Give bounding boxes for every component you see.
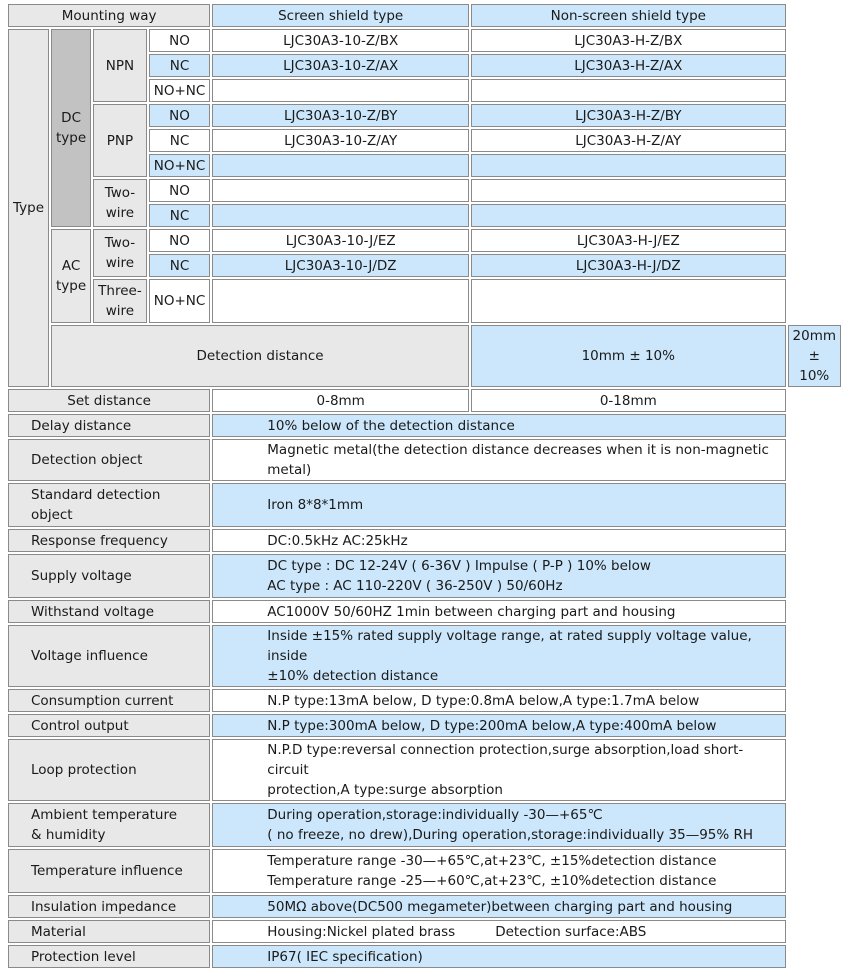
dc-two-wire-no-label: NO (149, 179, 211, 202)
loop-protection-value (212, 739, 785, 801)
ac-three-wire-label: Three-wire (93, 279, 147, 323)
spec-label-temperature-influence: Temperature influence (8, 849, 210, 893)
dc-two-wire-nc-non-screen (471, 204, 785, 227)
detection-object-value: Magnetic metal(the detection distance decreases when it is non-magnetic metal) (212, 439, 785, 481)
value-line: DC type : DC 12-24V ( 6-36V ) Impulse ( P-P ) 10% below (267, 558, 651, 574)
ac-two-wire-label: Two-wire (93, 229, 147, 277)
npn-nc-screen: LJC30A3-10-Z/AX (212, 54, 469, 77)
ac-type-label: AC type (51, 229, 91, 323)
pnp-no-label: NO (149, 104, 211, 127)
spec-label-set-distance: Set distance (8, 389, 210, 412)
npn-nc-non-screen: LJC30A3-H-Z/AX (471, 54, 785, 77)
ac-three-wire-screen (212, 279, 469, 323)
ambient-value (212, 803, 785, 847)
dc-two-wire-nc-label: NC (149, 204, 211, 227)
npn-nonc-screen (212, 79, 469, 102)
table-row (8, 803, 841, 847)
spec-label-standard-detection-object (8, 483, 210, 527)
material-value (212, 920, 785, 943)
value-line: ±10% detection distance (267, 668, 439, 684)
detection-distance-screen: 10mm ± 10% (471, 325, 785, 387)
pnp-no-screen: LJC30A3-10-Z/BY (212, 104, 469, 127)
spec-table (6, 2, 843, 970)
material-housing: Housing:Nickel plated brass (267, 923, 456, 940)
spec-label-supply-voltage: Supply voltage (8, 554, 210, 598)
pnp-no-non-screen: LJC30A3-H-Z/BY (471, 104, 785, 127)
ac-three-wire-nonc-label: NO+NC (149, 279, 211, 323)
value-line: Temperature range -25—+60℃,at+23℃, ±10%detection distance (267, 873, 717, 889)
table-row (8, 849, 841, 893)
pnp-nonc-non-screen (471, 154, 785, 177)
table-row (8, 529, 841, 552)
set-distance-non-screen: 0-18mm (471, 389, 785, 412)
value-line: protection,A type:surge absorption (267, 782, 503, 798)
pnp-nonc-label: NO+NC (149, 154, 211, 177)
dc-two-wire-no-non-screen (471, 179, 785, 202)
dc-two-wire-nc-screen (212, 204, 469, 227)
label-line: & humidity (31, 827, 106, 843)
spec-label-response-frequency: Response frequency (8, 529, 210, 552)
value-line: During operation,storage:individually -30—+65℃ (267, 807, 603, 823)
spec-label-control-output: Control output (8, 714, 210, 737)
ac-nc-screen: LJC30A3-10-J/DZ (212, 254, 469, 277)
ac-no-non-screen: LJC30A3-H-J/EZ (471, 229, 785, 252)
dc-two-wire-label: Two-wire (93, 179, 147, 227)
value-line: ( no freeze, no drew),During operation,storage:individually 35—95% RH (267, 827, 754, 843)
spec-label-protection: Protection level (8, 945, 210, 968)
table-row (8, 325, 841, 387)
table-row (8, 29, 841, 52)
table-row (8, 554, 841, 598)
header-row (8, 4, 841, 27)
value-line: N.P.D type:reversal connection protection,surge absorption,load short-circuit (267, 742, 744, 778)
header-non-screen-shield: Non-screen shield type (471, 4, 785, 27)
table-row (8, 439, 841, 481)
table-row (8, 104, 841, 127)
material-surface: Detection surface:ABS (495, 923, 647, 940)
table-row (8, 945, 841, 968)
pnp-nonc-screen (212, 154, 469, 177)
header-screen-shield: Screen shield type (212, 4, 469, 27)
value-line: Temperature range -30—+65℃,at+23℃, ±15%detection distance (267, 853, 717, 869)
table-row (8, 483, 841, 527)
table-row (8, 739, 841, 801)
label-line: Standard detection (31, 487, 161, 503)
type-label: Type (8, 29, 49, 387)
dc-type-label: DC type (51, 29, 91, 227)
delay-distance-value: 10% below of the detection distance (212, 414, 785, 437)
spec-label-ambient (8, 803, 210, 847)
table-row (8, 714, 841, 737)
spec-label-insulation: Insulation impedance (8, 895, 210, 918)
table-row (8, 920, 841, 943)
pnp-label: PNP (93, 104, 147, 177)
value-line: Inside ±15% rated supply voltage range, at rated supply voltage value, inside (267, 628, 752, 664)
ac-two-wire-no-label: NO (149, 229, 211, 252)
insulation-value: 50MΩ above(DC500 megameter)between charging part and housing (212, 895, 785, 918)
spec-label-voltage-influence: Voltage influence (8, 625, 210, 687)
ac-nc-non-screen: LJC30A3-H-J/DZ (471, 254, 785, 277)
table-row (8, 600, 841, 623)
temperature-influence-value (212, 849, 785, 893)
pnp-nc-screen: LJC30A3-10-Z/AY (212, 129, 469, 152)
voltage-influence-value (212, 625, 785, 687)
npn-nonc-label: NO+NC (149, 79, 211, 102)
npn-no-non-screen: LJC30A3-H-Z/BX (471, 29, 785, 52)
table-row (8, 625, 841, 687)
label-line: object (31, 507, 73, 523)
table-row (8, 414, 841, 437)
value-line: AC type : AC 110-220V ( 36-250V ) 50/60Hz (267, 578, 563, 594)
table-row (8, 279, 841, 323)
spec-label-detection-object: Detection object (8, 439, 210, 481)
supply-voltage-value (212, 554, 785, 598)
spec-label-material: Material (8, 920, 210, 943)
ac-three-wire-non-screen (471, 279, 785, 323)
ac-no-screen: LJC30A3-10-J/EZ (212, 229, 469, 252)
protection-value: IP67( IEC specification) (212, 945, 785, 968)
npn-no-screen: LJC30A3-10-Z/BX (212, 29, 469, 52)
table-row (8, 229, 841, 252)
npn-nc-label: NC (149, 54, 211, 77)
detection-distance-non-screen: 20mm ± 10% (788, 325, 841, 387)
spec-label-withstand-voltage: Withstand voltage (8, 600, 210, 623)
table-row (8, 895, 841, 918)
spec-label-consumption-current: Consumption current (8, 689, 210, 712)
consumption-current-value: N.P type:13mA below, D type:0.8mA below,A type:1.7mA below (212, 689, 785, 712)
npn-label: NPN (93, 29, 147, 102)
spec-label-loop-protection: Loop protection (8, 739, 210, 801)
spec-label-delay-distance: Delay distance (8, 414, 210, 437)
set-distance-screen: 0-8mm (212, 389, 469, 412)
standard-detection-object-value: Iron 8*8*1mm (212, 483, 785, 527)
table-row (8, 179, 841, 202)
npn-nonc-non-screen (471, 79, 785, 102)
header-mounting-way: Mounting way (8, 4, 210, 27)
dc-two-wire-no-screen (212, 179, 469, 202)
control-output-value: N.P type:300mA below, D type:200mA below,A type:400mA below (212, 714, 785, 737)
npn-no-label: NO (149, 29, 211, 52)
spec-label-detection-distance: Detection distance (51, 325, 469, 387)
table-row (8, 389, 841, 412)
response-frequency-value: DC:0.5kHz AC:25kHz (212, 529, 785, 552)
table-row (8, 689, 841, 712)
withstand-voltage-value: AC1000V 50/60HZ 1min between charging part and housing (212, 600, 785, 623)
pnp-nc-non-screen: LJC30A3-H-Z/AY (471, 129, 785, 152)
ac-two-wire-nc-label: NC (149, 254, 211, 277)
pnp-nc-label: NC (149, 129, 211, 152)
label-line: Ambient temperature (31, 807, 178, 823)
